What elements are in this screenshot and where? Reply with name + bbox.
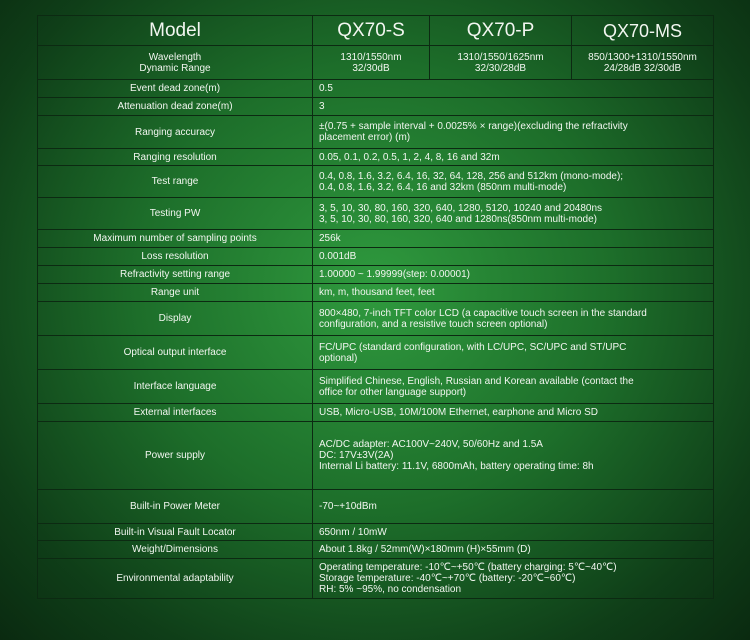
spec-label: External interfaces [38, 404, 313, 422]
spec-label: Ranging accuracy [38, 116, 313, 149]
spec-row [38, 541, 714, 559]
spec-value [313, 284, 714, 302]
dynamic-range-label-line: Dynamic Range [139, 62, 211, 74]
qx70ms-wavelength [572, 46, 714, 80]
spec-value [313, 116, 714, 149]
spec-row [38, 198, 714, 230]
spec-value-line: 650nm / 10mW [319, 526, 387, 538]
spec-value [313, 524, 714, 541]
wavelength-row [38, 46, 714, 80]
spec-row [38, 98, 714, 116]
spec-row [38, 116, 714, 149]
spec-row [38, 230, 714, 248]
value-line: 24/28dB 32/30dB [603, 62, 682, 74]
spec-value [313, 248, 714, 266]
spec-value-line: 0.05, 0.1, 0.2, 0.5, 1, 2, 4, 8, 16 and 32m [319, 151, 500, 163]
spec-value-line: Storage temperature: -40℃~+70℃ (battery: -20℃~60℃) [319, 573, 576, 584]
spec-value-line: 3 [319, 101, 325, 112]
spec-label: Power supply [38, 422, 313, 490]
spec-label: Test range [38, 166, 313, 198]
spec-value [313, 302, 714, 336]
spec-value-line: 0.5 [319, 83, 333, 94]
spec-value [313, 490, 714, 524]
spec-value-line: USB, Micro-USB, 10M/100M Ethernet, earphone and Micro SD [319, 407, 599, 418]
spec-row [38, 336, 714, 370]
spec-row [38, 559, 714, 599]
spec-row [38, 166, 714, 198]
spec-value [313, 198, 714, 230]
spec-value [313, 98, 714, 116]
spec-label: Testing PW [38, 198, 313, 230]
spec-value-line: About 1.8kg / 52mm(W)×180mm (H)×55mm (D) [319, 544, 531, 555]
value-line: 850/1300+1310/1550nm [588, 51, 697, 63]
spec-value [313, 230, 714, 248]
spec-row [38, 370, 714, 404]
spec-value-line: 256k [319, 233, 341, 244]
spec-value [313, 541, 714, 559]
spec-row [38, 302, 714, 336]
spec-label: Built-in Power Meter [38, 490, 313, 524]
value-line: 1310/1550nm [340, 51, 402, 63]
spec-body [38, 80, 714, 599]
spec-value [313, 336, 714, 370]
spec-value [313, 404, 714, 422]
spec-row [38, 284, 714, 302]
spec-value-line: 1.00000 ~ 1.99999(step: 0.00001) [319, 269, 470, 280]
spec-value [313, 80, 714, 98]
spec-value [313, 266, 714, 284]
spec-value-line: AC/DC adapter: AC100V~240V, 50/60Hz and 1.5A [319, 439, 543, 450]
spec-table [37, 15, 714, 599]
qx70p-wavelength [430, 46, 572, 80]
spec-label: Loss resolution [38, 248, 313, 266]
spec-label: Interface language [38, 370, 313, 404]
spec-value-line: configuration, and a resistive touch screen optional) [319, 318, 548, 330]
spec-value-line: ±(0.75 + sample interval + 0.0025% × range)(excluding the refractivity [319, 121, 628, 132]
wavelength-label [38, 46, 313, 80]
spec-value-line: 0.001dB [319, 251, 357, 262]
spec-value-line: RH: 5% ~95%, no condensation [319, 584, 462, 595]
spec-label: Ranging resolution [38, 149, 313, 166]
spec-value-line: 800×480, 7-inch TFT color LCD (a capacitive touch screen in the standard [319, 307, 647, 319]
spec-label: Attenuation dead zone(m) [38, 98, 313, 116]
spec-row [38, 404, 714, 422]
spec-value-line: -70~+10dBm [319, 501, 377, 512]
spec-value-line: FC/UPC (standard configuration, with LC/UPC, SC/UPC and ST/UPC [319, 341, 627, 353]
spec-value-line: Operating temperature: -10℃~+50℃ (battery charging: 5℃~40℃) [319, 562, 617, 573]
spec-label: Built-in Visual Fault Locator [38, 524, 313, 541]
spec-label: Environmental adaptability [38, 559, 313, 599]
spec-value-line: optional) [319, 352, 358, 364]
spec-label: Optical output interface [38, 336, 313, 370]
spec-label: Event dead zone(m) [38, 80, 313, 98]
spec-row [38, 149, 714, 166]
spec-row [38, 524, 714, 541]
qx70s-header: QX70-S [313, 16, 430, 46]
spec-label: Display [38, 302, 313, 336]
value-line: 32/30/28dB [474, 62, 527, 74]
spec-row [38, 248, 714, 266]
value-line: 32/30dB [352, 62, 390, 74]
spec-label: Weight/Dimensions [38, 541, 313, 559]
spec-value-line: DC: 17V±3V(2A) [319, 450, 394, 461]
value-line: 1310/1550/1625nm [457, 51, 544, 63]
spec-value-line: office for other language support) [319, 386, 467, 398]
spec-value-line: Simplified Chinese, English, Russian and Korean available (contact the [319, 375, 634, 387]
spec-value [313, 149, 714, 166]
spec-label: Range unit [38, 284, 313, 302]
qx70s-wavelength [313, 46, 430, 80]
spec-row [38, 266, 714, 284]
wavelength-label-line: Wavelength [148, 51, 202, 63]
spec-value-line: 3, 5, 10, 30, 80, 160, 320, 640 and 1280ns(850nm multi-mode) [319, 213, 597, 225]
spec-row [38, 422, 714, 490]
spec-value [313, 370, 714, 404]
spec-value-line: 0.4, 0.8, 1.6, 3.2, 6.4, 16, 32, 64, 128, 256 and 512km (mono-mode); [319, 170, 624, 182]
spec-value [313, 559, 714, 599]
qx70ms-header: QX70-MS [572, 16, 714, 46]
spec-value-line: 3, 5, 10, 30, 80, 160, 320, 640, 1280, 5120, 10240 and 20480ns [319, 202, 603, 214]
header-row [38, 16, 714, 46]
qx70p-header: QX70-P [430, 16, 572, 46]
spec-label: Maximum number of sampling points [38, 230, 313, 248]
spec-value-line: placement error) (m) [319, 132, 411, 143]
spec-value-line: 0.4, 0.8, 1.6, 3.2, 6.4, 16 and 32km (850nm multi-mode) [319, 181, 567, 193]
spec-value-line: Internal Li battery: 11.1V, 6800mAh, battery operating time: 8h [319, 461, 594, 472]
model-header: Model [38, 16, 313, 46]
spec-row [38, 80, 714, 98]
spec-row [38, 490, 714, 524]
spec-value [313, 166, 714, 198]
spec-label: Refractivity setting range [38, 266, 313, 284]
spec-value-line: km, m, thousand feet, feet [319, 287, 435, 298]
spec-value [313, 422, 714, 490]
